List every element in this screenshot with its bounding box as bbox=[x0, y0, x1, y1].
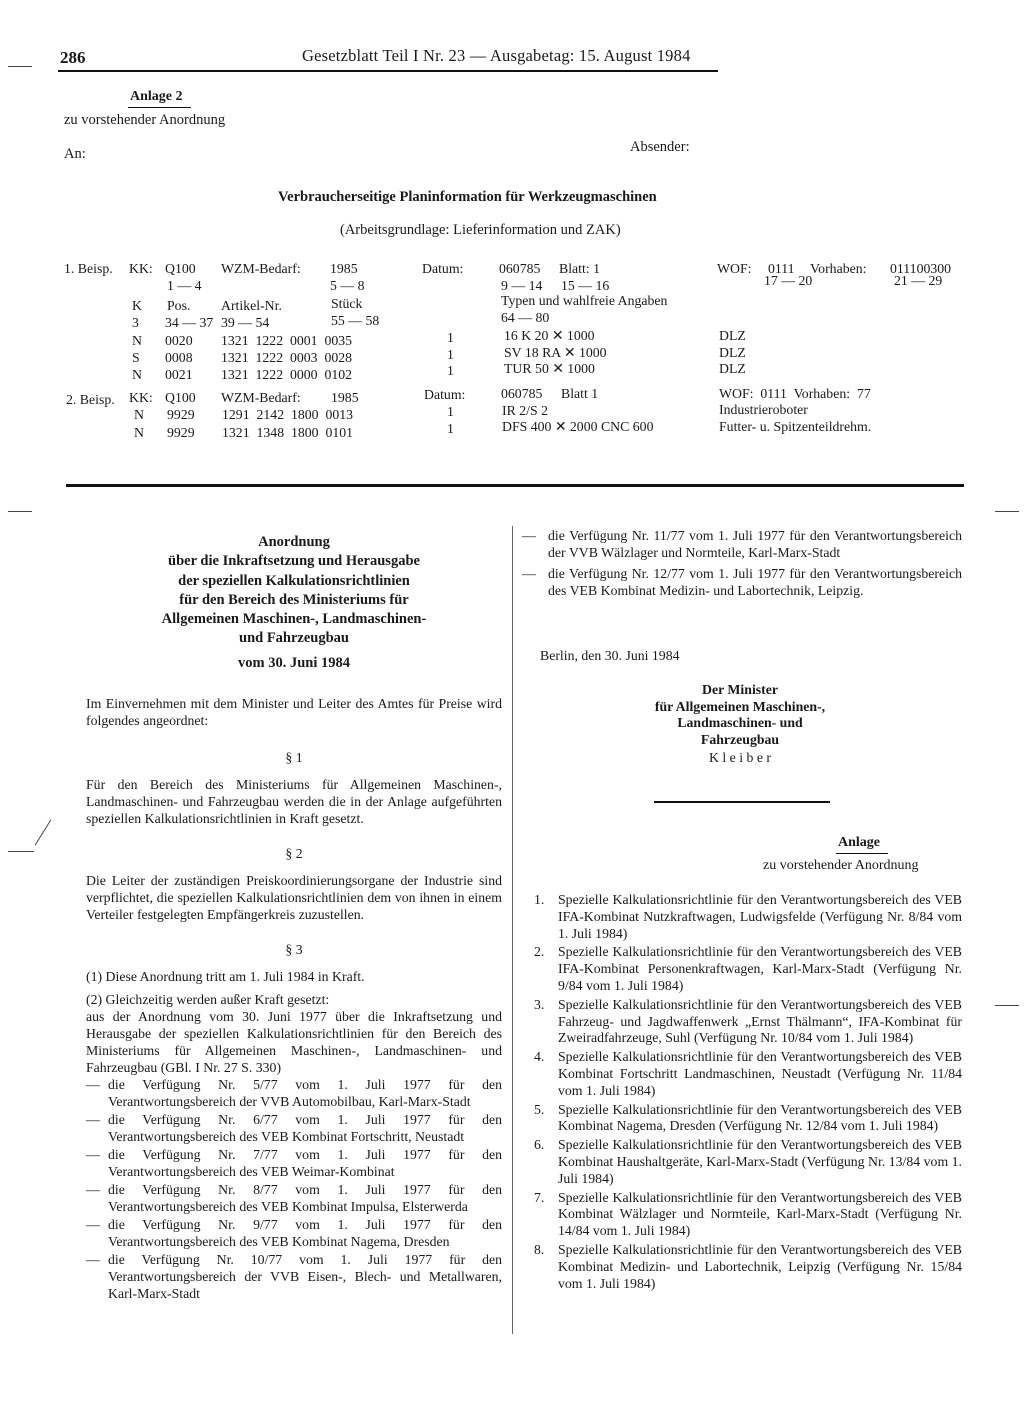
table-cell: Q100 bbox=[165, 390, 196, 405]
margin-mark bbox=[995, 511, 1019, 512]
table-cell: 1985 bbox=[331, 390, 359, 405]
list-item bbox=[534, 1137, 962, 1187]
dash: — bbox=[522, 566, 536, 581]
item-number: 5. bbox=[534, 1101, 545, 1117]
section-divider bbox=[66, 484, 964, 487]
table-cell: WOF: bbox=[717, 261, 752, 276]
list-item bbox=[522, 527, 962, 561]
signer-line: Landmaschinen- und bbox=[677, 715, 803, 730]
table-cell: WZM-Bedarf: bbox=[221, 390, 301, 405]
list-item-text: die Verfügung Nr. 11/77 vom 1. Juli 1977 für den Verantwortungsbereich der VVB Wälzlager und Normteile, Karl-Marx-Stadt bbox=[548, 528, 962, 560]
item-number: 3. bbox=[534, 996, 545, 1012]
table-cell: 2. Beisp. bbox=[66, 392, 115, 407]
signer-name: K l e i b e r bbox=[708, 750, 772, 765]
table-cell: Datum: bbox=[424, 387, 466, 402]
table-cell: 64 — 80 bbox=[501, 310, 550, 325]
signer-line: Der Minister bbox=[702, 682, 778, 697]
margin-mark bbox=[8, 851, 34, 852]
table-cell: 1. Beisp. bbox=[64, 261, 113, 276]
table-cell: Blatt 1 bbox=[561, 386, 599, 401]
section-2-text: Die Leiter der zuständigen Preiskoordinierungsorgane der Industrie sind verpflichtet, die speziellen Kalkulationsrichtlinien dem von ihnen in einem Verteiler festgelegten Empfängerkreis zuzustellen. bbox=[86, 873, 502, 922]
list-item bbox=[534, 892, 962, 942]
table-cell: 1 bbox=[447, 404, 454, 419]
anlage-sub: zu vorstehender Anordnung bbox=[763, 858, 919, 873]
section-1-text: Für den Bereich des Ministeriums für Allgemeinen Maschinen-, Landmaschinen- und Fahrzeugbau werden die in der Anlage aufgeführten speziellen Kalkulationsrichtlinien in Kraft gesetzt. bbox=[86, 777, 502, 826]
signature-block bbox=[600, 682, 880, 767]
right-column-top bbox=[522, 527, 962, 600]
section-3-heading: § 3 bbox=[285, 942, 303, 957]
an-label: An: bbox=[64, 146, 86, 162]
table-cell: 21 — 29 bbox=[894, 273, 943, 288]
list-item-text: die Verfügung Nr. 8/77 vom 1. Juli 1977 für den Verantwortungsbereich des VEB Kombinat Impulsa, Elsterwerda bbox=[108, 1182, 502, 1214]
table-cell: 1321 1348 1800 0101 bbox=[222, 425, 354, 440]
list-item bbox=[86, 1076, 502, 1110]
table-cell: 1 bbox=[447, 363, 454, 378]
list-item bbox=[534, 1049, 962, 1099]
anlage2-label: Anlage 2 bbox=[130, 89, 183, 104]
item-number: 1. bbox=[534, 892, 545, 907]
list-item-text: Spezielle Kalkulationsrichtlinie für den Verantwortungsbereich des VEB Kombinat Fortschritt Landmaschinen, Neustadt (Verfügung Nr. 11/84 vom 1. Juli 1984) bbox=[558, 1049, 962, 1098]
anlage-underline bbox=[836, 853, 888, 854]
table-cell: N bbox=[132, 367, 142, 382]
anordnung-date: vom 30. Juni 1984 bbox=[238, 654, 350, 671]
table-cell: 16 K 20 ✕ 1000 bbox=[504, 328, 595, 343]
dash: — bbox=[522, 528, 536, 543]
anordnung-title-line: der speziellen Kalkulationsrichtlinien bbox=[178, 572, 410, 589]
dash: — bbox=[86, 1217, 100, 1232]
list-item-text: Spezielle Kalkulationsrichtlinie für den Verantwortungsbereich des VEB IFA-Kombinat Nutzkraftwagen, Ludwigsfelde (Verfügung Nr. 8/84 vom 1. Juli 1984) bbox=[558, 892, 962, 941]
table-cell: DLZ bbox=[719, 361, 746, 376]
dash: — bbox=[86, 1252, 100, 1267]
table-cell: WZM-Bedarf: bbox=[221, 261, 301, 276]
signer-line: für Allgemeinen Maschinen-, bbox=[654, 698, 826, 714]
list-item bbox=[522, 565, 962, 599]
table-cell: 39 — 54 bbox=[221, 315, 270, 330]
list-item bbox=[86, 1111, 502, 1145]
list-item-text: die Verfügung Nr. 6/77 vom 1. Juli 1977 für den Verantwortungsbereich des VEB Kombinat Fortschritt, Neustadt bbox=[108, 1112, 502, 1144]
margin-mark bbox=[8, 66, 32, 67]
table-cell: 0021 bbox=[165, 367, 193, 382]
table-cell: 1 bbox=[447, 330, 454, 345]
table-cell: TUR 50 ✕ 1000 bbox=[504, 361, 595, 376]
table-cell: 1 bbox=[447, 421, 454, 436]
anlage2-sub: zu vorstehender Anordnung bbox=[64, 112, 226, 128]
table-cell: K bbox=[132, 298, 142, 313]
table-cell: 0111 bbox=[768, 261, 795, 276]
table-cell: 9 — 14 bbox=[501, 278, 543, 293]
list-item bbox=[534, 944, 962, 994]
item-number: 4. bbox=[534, 1049, 545, 1065]
section-3-para-1: (1) Diese Anordnung tritt am 1. Juli 1984 in Kraft. bbox=[86, 969, 365, 984]
table-cell: Typen und wahlfreie Angaben bbox=[501, 293, 668, 308]
table-cell: Industrieroboter bbox=[719, 402, 808, 417]
anordnung-title-line: Anordnung bbox=[258, 534, 330, 550]
table-cell: IR 2/S 2 bbox=[502, 403, 548, 418]
table-cell: 1291 2142 1800 0013 bbox=[222, 407, 354, 422]
table-cell: 011100300 bbox=[890, 261, 952, 276]
table-cell: 1321 1222 0000 0102 bbox=[221, 367, 353, 382]
section-1-heading: § 1 bbox=[285, 750, 303, 765]
anordnung-title-line: für den Bereich des Ministeriums für bbox=[179, 591, 409, 608]
signer-line: Fahrzeugbau bbox=[700, 731, 780, 747]
table-cell: N bbox=[134, 425, 144, 440]
anlage-list bbox=[534, 892, 962, 1294]
table-cell: Stück bbox=[331, 296, 363, 311]
table-cell: 5 — 8 bbox=[330, 278, 365, 293]
list-item-text: Spezielle Kalkulationsrichtlinie für den Verantwortungsbereich des VEB Kombinat Wälzlager und Normteile, Karl-Marx-Stadt (Verfügung Nr. 14/84 vom 1. Juli 1984) bbox=[558, 1189, 962, 1239]
table-cell: N bbox=[134, 407, 144, 422]
table-cell: SV 18 RA ✕ 1000 bbox=[504, 345, 607, 360]
table-cell: 15 — 16 bbox=[561, 278, 610, 293]
margin-mark bbox=[995, 1005, 1019, 1006]
absender-label: Absender: bbox=[630, 139, 690, 155]
table-cell: 1321 1222 0003 0028 bbox=[221, 350, 353, 365]
dash: — bbox=[86, 1182, 100, 1197]
list-item bbox=[86, 1146, 502, 1180]
table-cell: Q100 bbox=[165, 261, 196, 276]
table-cell: Futter- u. Spitzenteildrehm. bbox=[719, 419, 872, 434]
table-cell: 0020 bbox=[165, 333, 193, 348]
table-cell: 0008 bbox=[165, 350, 193, 365]
table-cell: Artikel-Nr. bbox=[221, 298, 282, 313]
list-item bbox=[86, 1181, 502, 1215]
table-cell: Datum: bbox=[422, 261, 464, 276]
list-item bbox=[86, 1251, 502, 1302]
table-cell: Pos. bbox=[167, 298, 191, 313]
list-item-text: Spezielle Kalkulationsrichtlinie für den Verantwortungsbereich des VEB Kombinat Nagema, Dresden (Verfügung Nr. 12/84 vom 1. Juli 1984) bbox=[558, 1101, 962, 1134]
section-3-para-2: (2) Gleichzeitig werden außer Kraft gesetzt: bbox=[86, 992, 330, 1007]
item-number: 7. bbox=[534, 1189, 545, 1205]
list-item-text: Spezielle Kalkulationsrichtlinie für den Verantwortungsbereich des VEB Kombinat Medizin- und Labortechnik, Leipzig (Verfügung Nr. 15/84 vom 1. Juli 1984) bbox=[558, 1241, 962, 1291]
margin-mark bbox=[8, 511, 32, 512]
anlage2-underline bbox=[128, 107, 191, 108]
page-number: 286 bbox=[60, 48, 86, 67]
table-cell: 9929 bbox=[167, 425, 195, 440]
list-item-text: Spezielle Kalkulationsrichtlinie für den Verantwortungsbereich des VEB IFA-Kombinat Personenkraftwagen, Karl-Marx-Stadt (Verfügung Nr. 9/84 vom 1. Juli 1984) bbox=[558, 944, 962, 993]
margin-slash bbox=[35, 820, 52, 846]
table-cell: 17 — 20 bbox=[764, 273, 813, 288]
header-rule bbox=[58, 70, 718, 72]
list-item-text: die Verfügung Nr. 5/77 vom 1. Juli 1977 für den Verantwortungsbereich der VVB Automobilbau, Karl-Marx-Stadt bbox=[108, 1077, 502, 1109]
list-item-text: Spezielle Kalkulationsrichtlinie für den Verantwortungsbereich des VEB Fahrzeug- und Jagdwaffenwerk „Ernst Thälmann“, IFA-Kombinat für Zweiradfahrzeuge, Suhl (Verfügung Nr. 10/84 vom 1. Juli 1984) bbox=[558, 996, 962, 1046]
dash: — bbox=[86, 1112, 100, 1127]
table-cell: 060785 bbox=[499, 261, 541, 276]
table-cell: DFS 400 ✕ 2000 CNC 600 bbox=[502, 419, 654, 434]
anordnung-title-line: Allgemeinen Maschinen-, Landmaschinen- bbox=[161, 611, 427, 628]
table-cell: KK: bbox=[129, 390, 153, 405]
table-cell: KK: bbox=[129, 261, 153, 276]
table-cell: 1 — 4 bbox=[167, 278, 202, 293]
place-date: Berlin, den 30. Juni 1984 bbox=[540, 648, 680, 663]
item-number: 6. bbox=[534, 1137, 545, 1153]
table-cell: WOF: 0111 Vorhaben: 77 bbox=[719, 386, 871, 401]
list-item-text: die Verfügung Nr. 7/77 vom 1. Juli 1977 für den Verantwortungsbereich des VEB Weimar-Kombinat bbox=[108, 1147, 502, 1179]
left-column bbox=[86, 695, 502, 1303]
anordnung-title bbox=[84, 533, 504, 673]
table-cell: 1985 bbox=[330, 261, 358, 276]
planinfo-subtitle: (Arbeitsgrundlage: Lieferinformation und ZAK) bbox=[340, 222, 621, 238]
list-item-text: Spezielle Kalkulationsrichtlinie für den Verantwortungsbereich des VEB Kombinat Haushaltgeräte, Karl-Marx-Stadt (Verfügung Nr. 13/84 vom 1. Juli 1984) bbox=[558, 1137, 962, 1186]
table-cell: 060785 bbox=[501, 386, 543, 401]
table-cell: S bbox=[132, 350, 140, 365]
intro-paragraph: Im Einvernehmen mit dem Minister und Leiter des Amtes für Preise wird folgendes angeordnet: bbox=[86, 696, 502, 728]
dash: — bbox=[86, 1077, 100, 1092]
table-cell: 34 — 37 bbox=[165, 315, 214, 330]
dash: — bbox=[86, 1147, 100, 1162]
anordnung-title-line: über die Inkraftsetzung und Herausgabe bbox=[168, 553, 420, 570]
list-item bbox=[534, 1242, 962, 1292]
table-cell: 1 bbox=[447, 347, 454, 362]
table-cell: Vorhaben: bbox=[810, 261, 867, 276]
column-divider bbox=[512, 526, 513, 1334]
section-2-heading: § 2 bbox=[285, 846, 303, 861]
table-cell: N bbox=[132, 333, 142, 348]
item-number: 2. bbox=[534, 944, 545, 960]
table-cell: 1321 1222 0001 0035 bbox=[221, 333, 353, 348]
signature-rule bbox=[654, 801, 830, 803]
list-item bbox=[86, 1216, 502, 1250]
table-cell: 9929 bbox=[167, 407, 195, 422]
item-number: 8. bbox=[534, 1241, 545, 1257]
list-item-text: die Verfügung Nr. 12/77 vom 1. Juli 1977 für den Verantwortungsbereich des VEB Kombinat Medizin- und Labortechnik, Leipzig. bbox=[548, 566, 962, 598]
list-item bbox=[534, 1190, 962, 1240]
table-cell: 55 — 58 bbox=[331, 313, 380, 328]
list-item bbox=[534, 997, 962, 1047]
list-item-text: die Verfügung Nr. 10/77 vom 1. Juli 1977 für den Verantwortungsbereich der VVB Eisen-, Blech- und Metallwaren, Karl-Marx-Stadt bbox=[108, 1252, 502, 1301]
table-cell: 3 bbox=[132, 315, 139, 330]
list-item-text: die Verfügung Nr. 9/77 vom 1. Juli 1977 für den Verantwortungsbereich des VEB Kombinat Nagema, Dresden bbox=[108, 1217, 502, 1249]
anlage-label: Anlage bbox=[838, 835, 880, 850]
page-header-title: Gesetzblatt Teil I Nr. 23 — Ausgabetag: 15. August 1984 bbox=[302, 46, 691, 65]
anordnung-title-line: und Fahrzeugbau bbox=[239, 630, 349, 647]
planinfo-title: Verbraucherseitige Planinformation für Werkzeugmaschinen bbox=[278, 189, 657, 205]
section-3-para-2-cont: aus der Anordnung vom 30. Juni 1977 über die Inkraftsetzung und Herausgabe der speziellen Kalkulationsrichtlinien für den Bereich des Ministeriums für Allgemeinen Maschinen-, Landmaschinen- und Fahrzeugbau (GBl. I Nr. 27 S. 330) bbox=[86, 1009, 502, 1075]
table-cell: DLZ bbox=[719, 328, 746, 343]
table-cell: DLZ bbox=[719, 345, 746, 360]
list-item bbox=[534, 1102, 962, 1136]
table-cell: Blatt: 1 bbox=[559, 261, 601, 276]
